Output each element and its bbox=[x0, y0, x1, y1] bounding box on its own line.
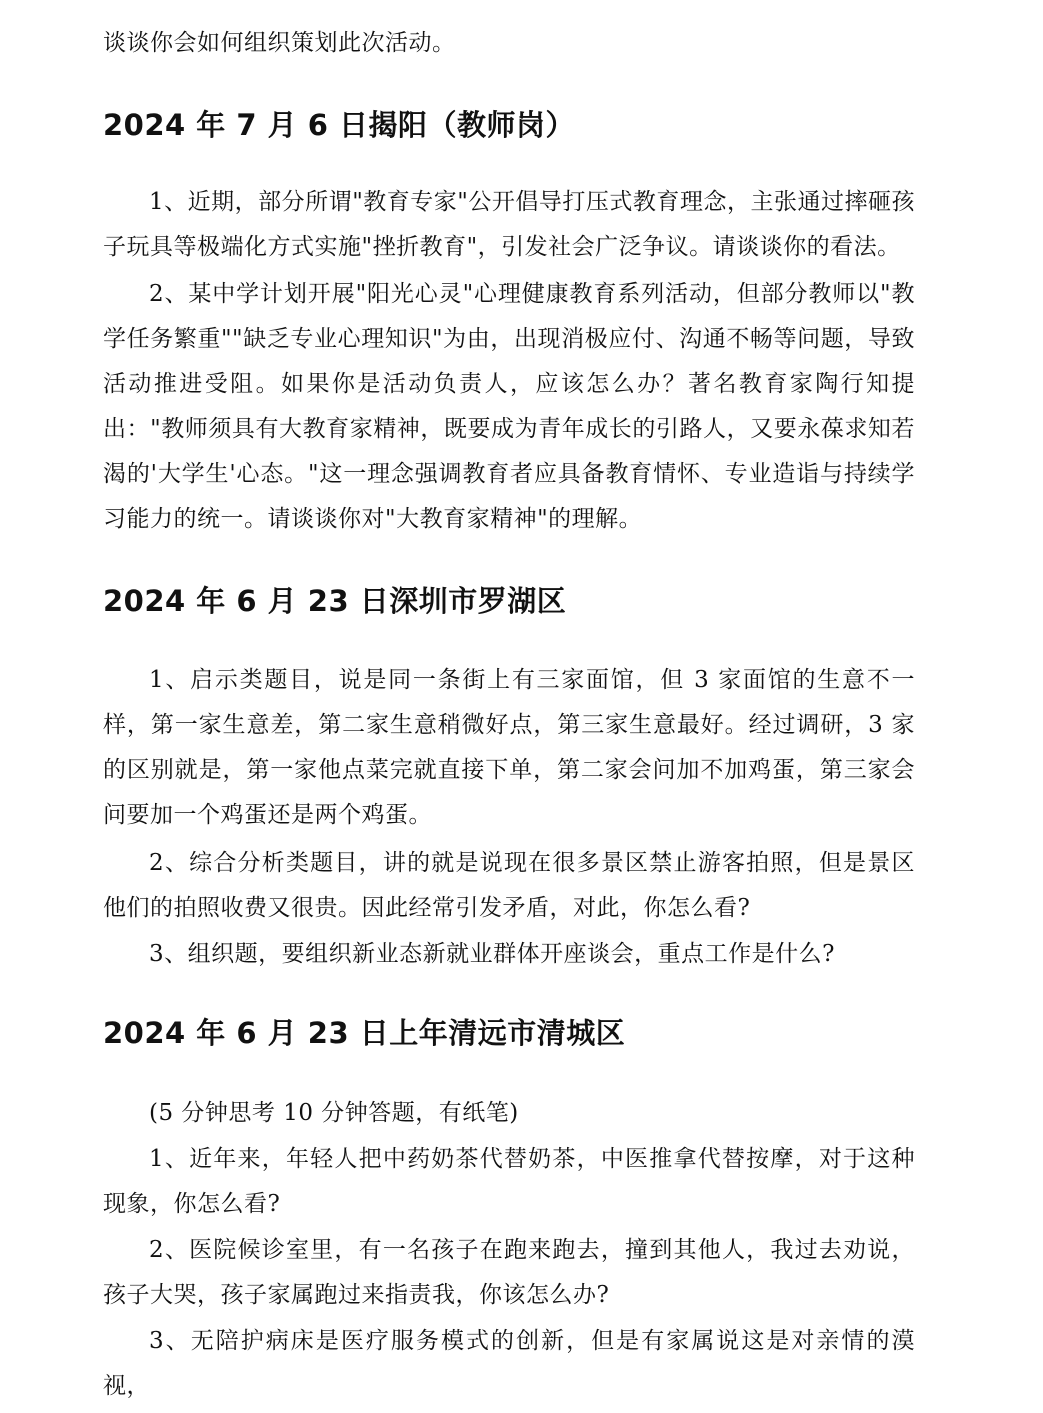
exam-note: (5 分钟思考 10 分钟答题，有纸笔) bbox=[149, 1100, 519, 1126]
section-heading: 2024 年 7 月 6 日揭阳（教师岗） bbox=[103, 108, 576, 142]
section-heading: 2024 年 6 月 23 日上年清远市清城区 bbox=[103, 1016, 626, 1050]
question-paragraph: 1、近期，部分所谓"教育专家"公开倡导打压式教育理念，主张通过摔砸孩子玩具等极端化方式实施"挫折教育"，引发社会广泛争议。请谈谈你的看法。 bbox=[103, 189, 915, 260]
question-paragraph: 2、某中学计划开展"阳光心灵"心理健康教育系列活动，但部分教师以"教学任务繁重""缺乏专业心理知识"为由，出现消极应付、沟通不畅等问题，导致活动推进受阻。如果你是活动负责人，应该怎么办？著名教育家陶行知提出："教师须具有大教育家精神，既要成为青年成长的引路人，又要永葆求知若渴的'大学生'心态。"这一理念强调教育者应具备教育情怀、专业造诣与持续学习能力的统一。请谈谈你对"大教育家精神"的理解。 bbox=[103, 281, 915, 532]
question-paragraph: 1、近年来，年轻人把中药奶茶代替奶茶，中医推拿代替按摩，对于这种现象，你怎么看? bbox=[103, 1146, 915, 1217]
intro-line: 谈谈你会如何组织策划此次活动。 bbox=[103, 30, 456, 56]
question-paragraph: 2、综合分析类题目，讲的就是说现在很多景区禁止游客拍照，但是景区他们的拍照收费又很贵。因此经常引发矛盾，对此，你怎么看? bbox=[103, 850, 915, 921]
question-paragraph: 3、无陪护病床是医疗服务模式的创新，但是有家属说这是对亲情的漠视， bbox=[103, 1328, 915, 1399]
question-paragraph: 2、医院候诊室里，有一名孩子在跑来跑去，撞到其他人，我过去劝说，孩子大哭，孩子家属跑过来指责我，你该怎么办? bbox=[103, 1237, 915, 1308]
question-paragraph: 3、组织题，要组织新业态新就业群体开座谈会，重点工作是什么? bbox=[149, 941, 835, 967]
section-heading: 2024 年 6 月 23 日深圳市罗湖区 bbox=[103, 584, 567, 618]
question-paragraph: 1、启示类题目，说是同一条街上有三家面馆，但 3 家面馆的生意不一样，第一家生意差，第二家生意稍微好点，第三家生意最好。经过调研，3 家的区别就是，第一家他点菜完就直接下单，第二家会问加不加鸡蛋，第三家会问要加一个鸡蛋还是两个鸡蛋。 bbox=[103, 667, 915, 828]
